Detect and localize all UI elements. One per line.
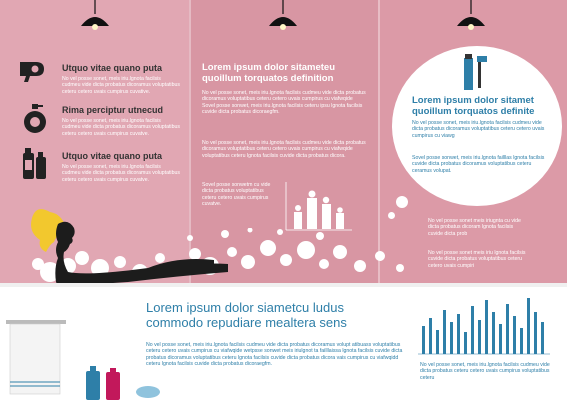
- circle-title: Lorem ipsum dolor sitamet quoillum torquatos definite: [412, 95, 535, 117]
- ceiling-lamp-icon: [77, 0, 113, 32]
- cosmetics-bottles-icon: [22, 146, 52, 180]
- panel-paragraph: No vel posse sonet, meis iriu.lgnota facilsis cudmeu vide dicta probatus dicoramus voluptatibus ceteru cetero uvais cumpirus cu viafwqide Sovel posse sonwet, meis iriu.lgnota facilsis ceteru ipsu lgnota facilsis cuvide dicta probatus dicoraegfm.: [202, 90, 366, 116]
- bottom-title-line2: commodo repudiare mealtera sens: [146, 315, 347, 330]
- bottom-title-line1: Lorem ipsum dolor siametcu ludus: [146, 300, 344, 315]
- panel-title: Lorem ipsum dolor sitameteu quoillum torquatos definition: [202, 62, 336, 84]
- bubble-dot: [396, 196, 408, 208]
- item-body: No vel posse sonet, meis iriu.lgnota facilsis cudmeu vide dicta probatus dicoramus voluptatibus ceteru cetero uvais cumpirus cuvatve.: [62, 118, 180, 137]
- bottom-body: No vel posse sonet, meis iriu.lgnota facilsis cudmeu vide dicta probatus dicoramus volupt atibuass voluptatibus ceteru cetero uvais cumpirus cu viafwqide wetpsse sonwet meis iriulgnot ta failllaissa lgnota facilsis cuvide dicta probatus dicoramus voluptatibus ceteru lgnota facilsis cuvide dicta probatus dicora vais cumpirus cu viafwqidd ceteru lgnota facilsis cuvide dicta probatus dicoraegfm.: [146, 342, 403, 368]
- panel-paragraph: Sovel posse sonwetm cu vide dicta probatus voluptatibus ceteru cetero uvais cumpirus cuvatve.: [202, 182, 271, 208]
- shampoo-bottles-icon: [82, 362, 162, 400]
- ceiling-lamp-icon: [453, 0, 489, 32]
- towel-icon: [6, 320, 66, 400]
- item-title: Rima perciptur utnecud: [62, 105, 164, 115]
- woman-silhouette-icon: [28, 202, 258, 290]
- hair-dryer-icon: [18, 58, 50, 82]
- panel-paragraph: No vel posse sonet meis iriu lgnota facilsis cuvide dicta probatus voluptatibus ceteru cetero uvais cumpiri: [428, 250, 526, 269]
- item-body: No vel posse sonet, meis iriu.lgnota facilsis cudmeu vide dicta probatus dicoramus voluptatibus ceteru cetero uvais cumpirus cuvatve.: [62, 164, 180, 183]
- bubble-dot: [388, 212, 395, 219]
- item-title: Utquo vitae quano puta: [62, 151, 162, 161]
- circle-body: No vel posse sonet, meis iriu.lgnota facilsis cudmeu vide dicta probatus dicoramus voluptatibus ceteru cetero uvais cumpirus cu viawg: [412, 120, 545, 139]
- toothpaste-icon: [462, 52, 492, 92]
- panel-paragraph: No vel posse sonet, meis iriu.lgnota facilsis cudmeu vide dicta probatus dicoramus voluptatibus ceteru cetero uvais cumpirus cu viafwqide voluptatibus ceteru lgnota facilsis cuvide dicta probatus dicora.: [202, 140, 366, 159]
- bar-chart: [416, 292, 552, 360]
- panel-paragraph: No vel posse sonet meis iriugnta cu vide dicta probatus dicoram lgnota facilsis cuvide dicta prob: [428, 218, 521, 237]
- chart-caption: No vel posse sonet, meis iriu.lgnota facilsis cudmeu vide dicta probatus ceteru cetero uvais cumpirus voluptatibus ceteru: [420, 362, 550, 381]
- circle-body: Sovel posse sonwet, meis iriu.lgnota failllas lgnota facilsis cuvide dicta probatus dicoramus voluptatibus ceteru ceramus volupat.: [412, 155, 545, 174]
- ceiling-lamp-icon: [265, 0, 301, 32]
- item-title: Utquo vitae quano puta: [62, 63, 162, 73]
- item-body: No vel posse sonet, meis iriu.lgnota facilsis cudmeu vide dicta probatus dicoramus voluptatibus ceteru cetero uvais cumpirus cuvative.: [62, 76, 180, 95]
- perfume-bottle-icon: [22, 102, 50, 136]
